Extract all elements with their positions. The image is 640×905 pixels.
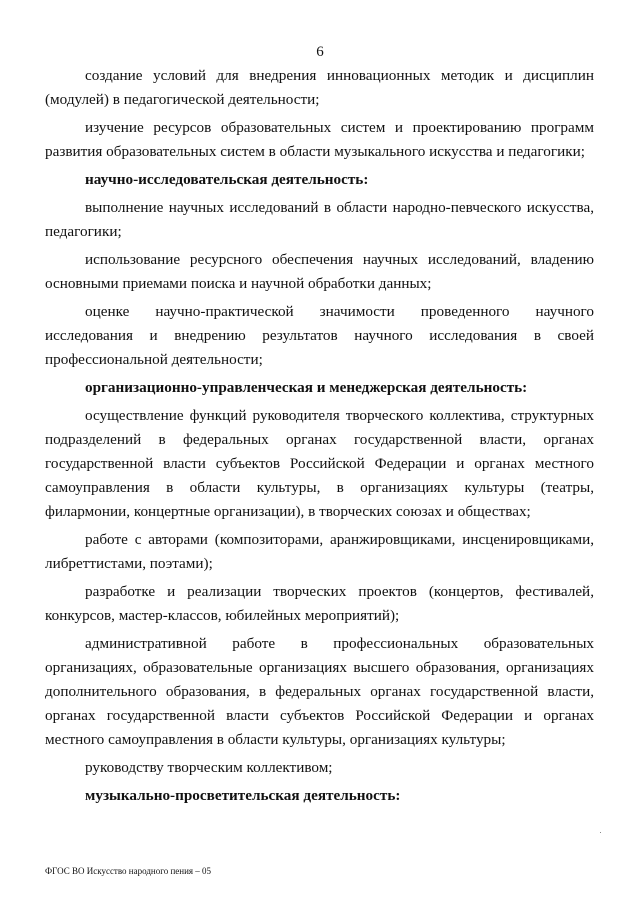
page-number: 6: [316, 44, 324, 60]
list-item: разработке и реализации творческих проектов (концертов, фестивалей, конкурсов, мастер-классов, юбилейных мероприятий);: [45, 583, 594, 624]
section-heading: музыкально-просветительская деятельность:: [85, 787, 401, 804]
section-heading: научно-исследовательская деятельность:: [85, 171, 369, 188]
document-body: [45, 64, 594, 812]
list-item: работе с авторами (композиторами, аранжировщиками, инсценировщиками, либреттистами, поэтами);: [45, 531, 594, 572]
scan-mark: [600, 832, 601, 833]
section-heading: организационно-управленческая и менеджерская деятельность:: [85, 379, 528, 396]
list-item: руководству творческим коллективом;: [85, 759, 333, 776]
page-footer: ФГОС ВО Искусство народного пения – 05: [45, 866, 212, 876]
list-item: изучение ресурсов образовательных систем и проектированию программ развития образовательных систем в области музыкального искусства и педагогики;: [45, 119, 594, 160]
list-item: выполнение научных исследований в области народно-певческого искусства, педагогики;: [45, 199, 594, 240]
list-item: административной работе в профессиональных образовательных организациях, образовательные организациях высшего образования, организациях дополнительного образования, в федеральных органах государственной власти, органах государственной власти субъектов Российской Федерации и органах местного самоуправления в области культуры, организациях культуры;: [45, 635, 594, 748]
list-item: оценке научно-практической значимости проведенного научного исследования и внедрению результатов научного исследования в своей профессиональной деятельности;: [45, 303, 594, 368]
list-item: создание условий для внедрения инновационных методик и дисциплин (модулей) в педагогической деятельности;: [45, 67, 594, 108]
list-item: осуществление функций руководителя творческого коллектива, структурных подразделений в федеральных органах государственной власти, органах государственной власти субъектов Российской Федерации и органах местного самоуправления в области культуры, в организациях культуры (театры, филармонии, концертные организации), в творческих союзах и обществах;: [45, 407, 594, 520]
list-item: использование ресурсного обеспечения научных исследований, владению основными приемами поиска и научной обработки данных;: [45, 251, 594, 292]
